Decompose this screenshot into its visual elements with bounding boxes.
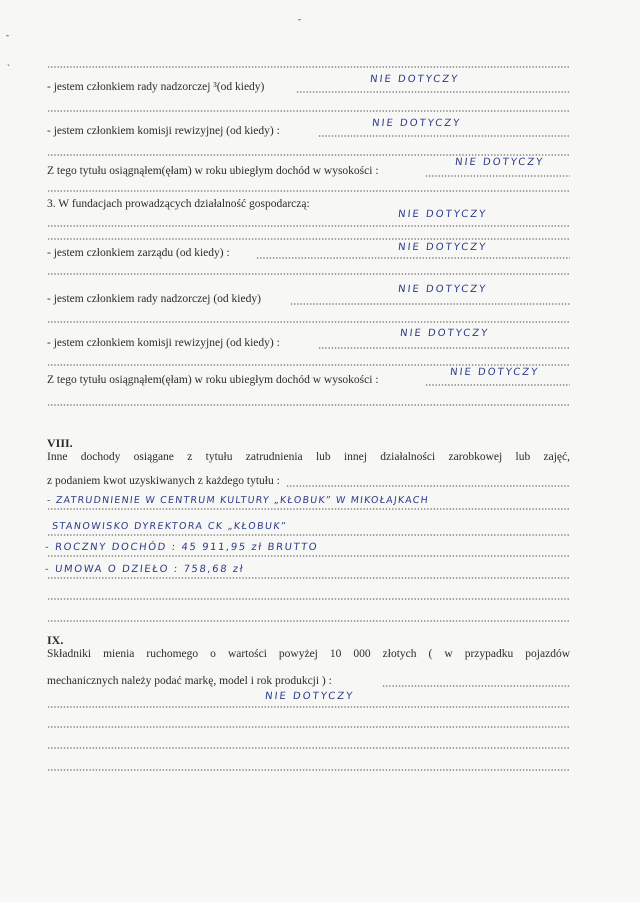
dotted-line [296,91,570,93]
dotted-line [47,534,570,536]
section8-text-line1: Inne dochody osiągane z tytułu zatrudnienia lub innej działalności zarobkowej lub zajęć, [47,451,570,463]
dotted-line [47,747,570,749]
section8-text-line2: z podaniem kwot uzyskiwanych z każdego tytułu : [47,475,280,487]
section9-text-line1: Składniki mienia ruchomego o wartości powyżej 10 000 złotych ( w przypadku pojazdów [47,648,570,660]
dotted-line [47,555,570,557]
row-rada-nadzorcza-label: - jestem członkiem rady nadzorczej ³(od kiedy) [47,81,265,93]
handwritten-answer: NIE DOTYCZY [449,367,540,378]
handwritten-entry-contract: - UMOWA O DZIEŁO : 758,68 zł [44,564,245,575]
dotted-line [290,303,570,305]
section9-heading: IX. [47,633,64,647]
dotted-line [47,110,570,112]
row-komisja-2-label: - jestem członkiem komisji rewizyjnej (od kiedy) : [47,337,280,349]
handwritten-answer: NIE DOTYCZY [369,74,460,85]
handwritten-answer: NIE DOTYCZY [397,284,488,295]
handwritten-entry-income: - ROCZNY DOCHÓD : 45 911,95 zł BRUTTO [44,542,319,553]
dotted-line [47,620,570,622]
dotted-line [47,706,570,708]
top-mark: - [298,14,301,24]
handwritten-entry-position: STANOWISKO DYREKTORA CK „KŁOBUK” [51,521,288,532]
handwritten-entry-employment: - ZATRUDNIENIE W CENTRUM KULTURY „KŁOBUK” W MIKOŁAJKACH [46,495,430,506]
dotted-line [47,508,570,510]
row-dochod-2-label: Z tego tytułu osiągnąłem(ęłam) w roku ubiegłym dochód w wysokości : [47,374,379,386]
handwritten-answer: NIE DOTYCZY [399,328,490,339]
handwritten-answer: NIE DOTYCZY [454,157,545,168]
dotted-line [47,321,570,323]
section3-heading: 3. W fundacjach prowadzących działalność gospodarczą: [47,198,310,210]
section8-heading: VIII. [47,436,73,450]
dotted-line [256,257,570,259]
row-rada-nadzorcza-2-label: - jestem członkiem rady nadzorczej (od kiedy) [47,293,261,305]
dotted-line [425,175,570,177]
dotted-line [47,404,570,406]
dotted-line [47,190,570,192]
dotted-line [286,485,570,487]
dotted-line [47,577,570,579]
dotted-line [47,225,570,227]
handwritten-answer: NIE DOTYCZY [397,209,488,220]
dotted-line [318,135,570,137]
margin-mark-2: ˎ [7,56,10,66]
row-zarzad-label: - jestem członkiem zarządu (od kiedy) : [47,247,230,259]
dotted-line [47,238,570,240]
margin-mark-1: - [6,30,9,40]
dotted-line [47,66,570,68]
handwritten-answer: NIE DOTYCZY [397,242,488,253]
dotted-line [47,364,570,366]
dotted-line [47,598,570,600]
dotted-line [382,685,570,687]
row-dochod-label: Z tego tytułu osiągnąłem(ęłam) w roku ubiegłym dochód w wysokości : [47,165,379,177]
handwritten-answer: NIE DOTYCZY [371,118,462,129]
dotted-line [318,347,570,349]
section9-text-line2: mechanicznych należy podać markę, model i rok produkcji ) : [47,675,332,687]
row-komisja-label: - jestem członkiem komisji rewizyjnej (od kiedy) : [47,125,280,137]
dotted-line [47,726,570,728]
dotted-line [47,273,570,275]
dotted-line [425,384,570,386]
dotted-line [47,154,570,156]
dotted-line [47,769,570,771]
handwritten-answer: NIE DOTYCZY [264,691,355,702]
